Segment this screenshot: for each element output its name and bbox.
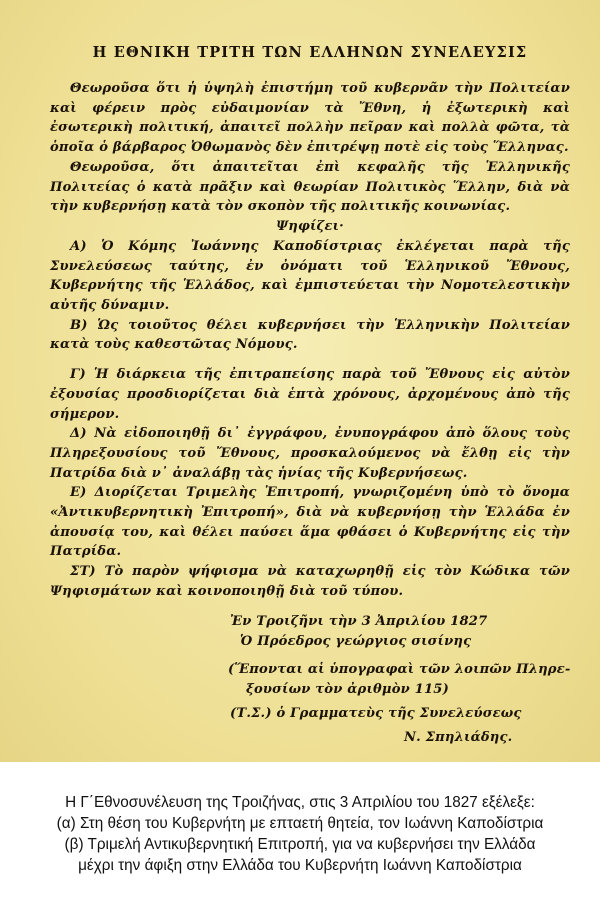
place-date: Ἐν Τροιζῆνι τὴν 3 Ἀπριλίου 1827 <box>230 613 488 629</box>
paragraph-considering-2: Θεωροῦσα, ὅτι ἀπαιτεῖται ἐπὶ κεφαλῆς τῆς Ἑλληνικῆς Πολιτείας ὁ κατὰ πρᾶξιν καὶ θεωρίαν Πολιτικὸς Ἕλλην, διὰ νὰ τὴν κυβερνήσῃ κατὰ τὸν σκοπὸν τῆς πολιτικῆς κοινωνίας. <box>50 159 570 215</box>
resolves-heading: Ψηφίζει· <box>276 218 344 234</box>
article-st: ΣΤ) Τὸ παρὸν ψήφισμα νὰ καταχωρηθῇ εἰς τὸν Κώδικα τῶν Ψηφισμάτων καὶ κοινοποιηθῇ διὰ τοῦ τύπου. <box>50 564 570 599</box>
article-d: Δ) Νὰ εἰδοποιηθῇ δι᾽ ἐγγράφου, ἐνυπογράφου ἀπὸ ὅλους τοὺς Πληρεξουσίους τοῦ Ἔθνους, προσκαλούμενος νὰ ἔλθῃ εἰς τὴν Πατρίδα διὰ ν᾽ ἀναλάβῃ τὰς ἡνίας τῆς Κυβερνήσεως. <box>50 426 570 481</box>
article-b: Β) Ὡς τοιοῦτος θέλει κυβερνήσει τὴν Ἑλληνικὴν Πολιτείαν κατὰ τοὺς καθεστῶτας Νόμους. <box>50 317 570 353</box>
paragraph-considering-1: Θεωροῦσα ὅτι ἡ ὑψηλὴ ἐπιστήμη τοῦ κυβερνᾶν τὴν Πολιτείαν καὶ φέρειν πρὸς εὐδαιμονίαν τὰ Ἔθνη, ἡ ἐξωτερικὴ καὶ ἐσωτερικὴ πολιτική, ἀπαιτεῖ πολλὴν πεῖραν καὶ πολλὰ φῶτα, τὰ ὁποῖα ὁ βάρβαρος Ὀθωμανὸς δὲν ἐπιτρέψῃ ποτὲ εἰς τοὺς Ἕλληνας. <box>50 81 570 156</box>
caption-line-4: μέχρι την άφιξη στην Ελλάδα του Κυβερνήτη Ιωάννη Καποδίστρια <box>78 857 522 874</box>
secretary-name: Ν. Σπηλιάδης. <box>404 729 513 745</box>
secretary-line: (Τ.Σ.) ὁ Γραμματεὺς τῆς Συνελεύσεως <box>230 705 522 721</box>
article-g: Γ) Ἡ διάρκεια τῆς ἐπιτραπείσης παρὰ τοῦ Ἔθνους εἰς αὐτὸν ἐξουσίας προσδιορίζεται διὰ ἑπτὰ χρόνους, ἀρχομένους ἀπὸ τῆς σήμερον. <box>50 367 570 422</box>
signatures-note-line-2: ξουσίων τὸν ἀριθμὸν 115) <box>246 681 450 697</box>
article-a: Α) Ὁ Κόμης Ἰωάννης Καποδίστριας ἐκλέγεται παρὰ τῆς Συνελεύσεως ταύτης, ἐν ὀνόματι τοῦ Ἑλληνικοῦ Ἔθνους, Κυβερνήτης τῆς Ἑλλάδος, καὶ ἐμπιστεύεται τὴν Νομοτελεστικὴν αὐτῆς δύναμιν. <box>50 238 570 314</box>
president-signature: Ὁ Πρόεδρος γεώργιος σισίνης <box>240 633 472 649</box>
article-e: Ε) Διορίζεται Τριμελὴς Ἐπιτροπή, γνωριζομένη ὑπὸ τὸ ὄνομα «Ἀντικυβερνητικὴ Ἐπιτροπή», διὰ νὰ κυβερνήσῃ τὴν Ἑλλάδα ἐν ἀπουσίᾳ του, καὶ θέλει παύσει ἅμα φθάσει ὁ Κυβερνήτης εἰς τὴν Πατρίδα. <box>50 485 570 560</box>
document-title: Η ΕΘΝΙΚΗ ΤΡΙΤΗ ΤΩΝ ΕΛΛΗΝΩΝ ΣΥΝΕΛΕΥΣΙΣ <box>92 44 528 61</box>
signature-block <box>50 612 570 748</box>
image-caption <box>0 762 600 900</box>
signatures-note-line-1: (Ἕπονται αἱ ὑπογραφαὶ τῶν λοιπῶν Πληρε- <box>228 661 571 677</box>
caption-line-3: (β) Τριμελή Αντικυβερνητική Επιτροπή, για να κυβερνήσει την Ελλάδα <box>64 836 536 853</box>
caption-line-2: (α) Στη θέση του Κυβερνήτη με επταετή θητεία, τον Ιωάννη Καποδίστρια <box>56 815 544 832</box>
caption-line-1: Η Γ΄Εθνοσυνέλευση της Τροιζήνας, στις 3 Απριλίου του 1827 εξέλεξε: <box>65 794 535 811</box>
